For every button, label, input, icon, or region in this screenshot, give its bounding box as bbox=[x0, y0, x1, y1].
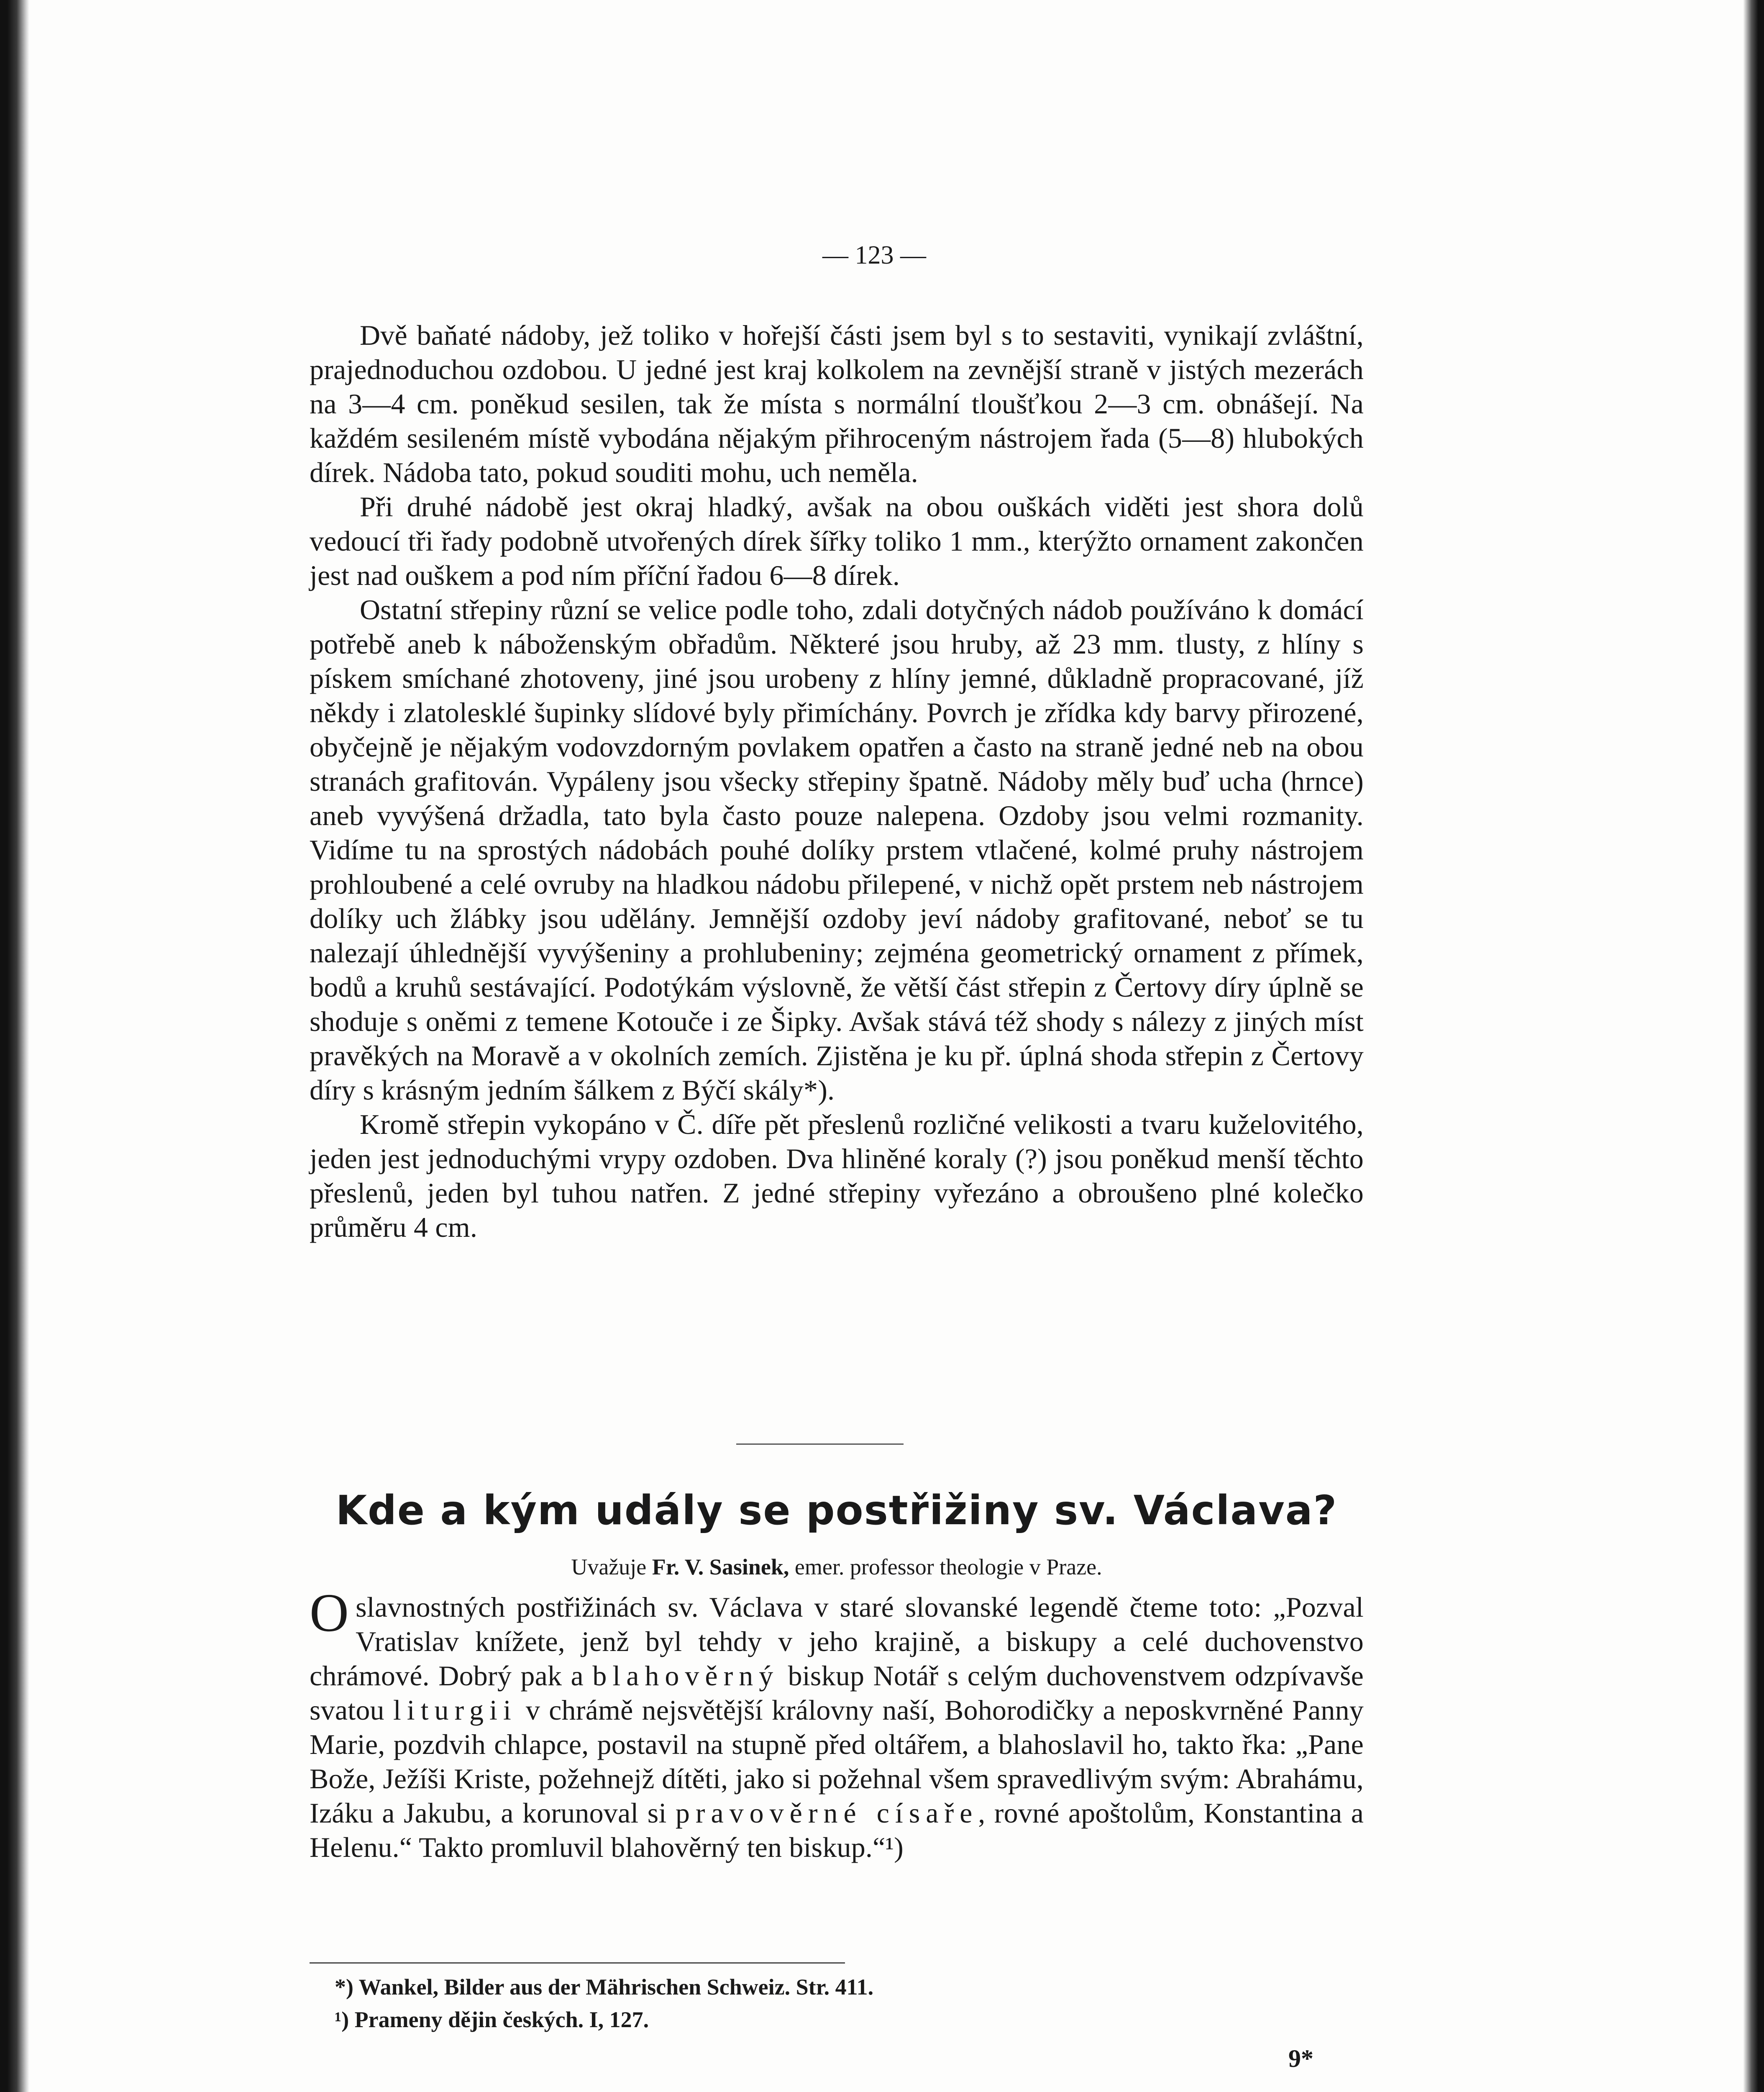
paragraph: Dvě baňaté nádoby, jež toliko v hořejší části jsem byl s to sestaviti, vynikají zvláštní, prajednoduchou ozdobou. U jedné jest kraj kolkolem na zevnější straně v jistých mezerách na 3—4 cm. poněkud sesilen, tak že místa s normální tloušťkou 2—3 cm. obnášejí. Na každém sesileném místě vybodána nějakým přihroceným nástrojem řada (5—8) hlubokých dírek. Nádoba tato, pokud souditi mohu, uch neměla. bbox=[310, 319, 1364, 488]
byline-author: Fr. V. Sasinek, bbox=[652, 1554, 789, 1579]
footnotes bbox=[310, 1971, 1364, 2036]
spaced-emphasis: liturgii bbox=[393, 1694, 517, 1726]
byline-suffix: emer. professor theologie v Praze. bbox=[794, 1554, 1102, 1579]
article-title: Kde a kým udály se postřižiny sv. Václava? bbox=[335, 1487, 1338, 1534]
paragraph: Kromě střepin vykopáno v Č. díře pět přeslenů rozličné velikosti a tvaru kuželovitého, jeden jest jednoduchými vrypy ozdoben. Dva hliněné koraly (?) jsou poněkud menší těchto přeslenů, jeden byl tuhou natřen. Z jedné střepiny vyřezáno a obroušeno plné kolečko průměru 4 cm. bbox=[310, 1108, 1364, 1243]
article-body bbox=[310, 1583, 1364, 1864]
paragraph: Při druhé nádobě jest okraj hladký, avšak na obou ouškách viděti jest shora dolů vedoucí tři řady podobně utvořených dírek šířky toliko 1 mm., kterýžto ornament zakončen jest nad ouškem a pod ním příční řadou 6—8 dírek. bbox=[310, 491, 1364, 591]
article-text: biskup Notář s celým duchovenstvem odzpívavše svatou bbox=[310, 1660, 1364, 1726]
paragraph: Ostatní střepiny různí se velice podle toho, zdali dotyčných nádob používáno k domácí potřebě aneb k náboženským obřadům. Některé jsou hruby, až 23 mm. tlusty, z hlíny s pískem smíchané zhotoveny, jiné jsou urobeny z hlíny jemné, důkladně propracované, jíž někdy i zlatolesklé šupinky slídové byly přimíchány. Povrch je zřídka kdy barvy přirozené, obyčejně je nějakým vodovzdorným povlakem opatřen a často na straně jedné neb na obou stranách grafitován. Vypáleny jsou všecky střepiny špatně. Nádoby měly buď ucha (hrnce) aneb vyvýšená držadla, tato byla často pouze nalepena. Ozdoby jsou velmi rozmanity. Vidíme tu na sprostých nádobách pouhé dolíky prstem vtlačené, kolmé pruhy nástrojem prohloubené a celé ovruby na hladkou nádobu přilepené, v nichž opět prstem neb nástrojem dolíky uch žlábky jsou udělány. Jemnější ozdoby jeví nádoby grafitované, neboť se tu nalezají úhlednější vyvýšeniny a prohlubeniny; zejména geometrický ornament z přímek, bodů a kruhů sestávající. Podotýkám výslovně, že větší část střepin z Čertovy díry úplně se shoduje s oněmi z temene Kotouče i ze Šipky. Avšak stává též shody s nálezy z jiných míst pravěkých na Moravě a v okolních zemích. Zjistěna je ku př. úplná shoda střepin z Čertovy díry s krásným jedním šálkem z Býčí skály*). bbox=[310, 594, 1364, 1106]
article-text: , rovné apoštolům, Konstantina a Helenu.“ Takto promluvil blahověrný ten biskup.“¹) bbox=[310, 1797, 1364, 1863]
page-number: — 123 — bbox=[822, 241, 926, 269]
article-paragraph bbox=[310, 1583, 1364, 1864]
article-text: slavnostných postřižinách sv. Václava v staré slovanské legendě čteme toto: „Pozval Vratislav knížete, jenž byl tehdy v jeho krajině, a biskupy a celé duchovenstvo chrámové. Dobrý pak a bbox=[310, 1591, 1364, 1692]
drop-cap: O bbox=[310, 1583, 349, 1643]
footnote: *) Wankel, Bilder aus der Mährischen Schweiz. Str. 411. bbox=[335, 1974, 874, 2000]
article-text: v chrámě nejsvětější královny naší, Bohorodičky a neposkvrněné Panny Marie, pozdvih chlapce, postavil na stupně před oltářem, a blahoslavil ho, takto řka: „Pane Bože, Ježíši Kriste, požehnejž dítěti, jako si požehnal všem spravedlivým svým: Abrahámu, Izáku a Jakubu, a korunoval si bbox=[310, 1694, 1364, 1829]
scan-edge-left bbox=[0, 0, 29, 2092]
footnote-rule bbox=[310, 1962, 845, 1964]
spaced-emphasis: blahověrný bbox=[592, 1660, 779, 1692]
printer-signature: 9* bbox=[1288, 2045, 1313, 2072]
scan-edge-right bbox=[1743, 0, 1764, 2092]
footnote: ¹) Prameny dějin českých. I, 127. bbox=[335, 2007, 649, 2032]
article-byline bbox=[310, 1552, 1364, 1582]
spaced-emphasis: pravověrné císaře bbox=[675, 1797, 978, 1829]
section-body bbox=[310, 318, 1364, 1244]
section-divider bbox=[736, 1443, 904, 1445]
byline-prefix: Uvažuje bbox=[571, 1554, 647, 1579]
